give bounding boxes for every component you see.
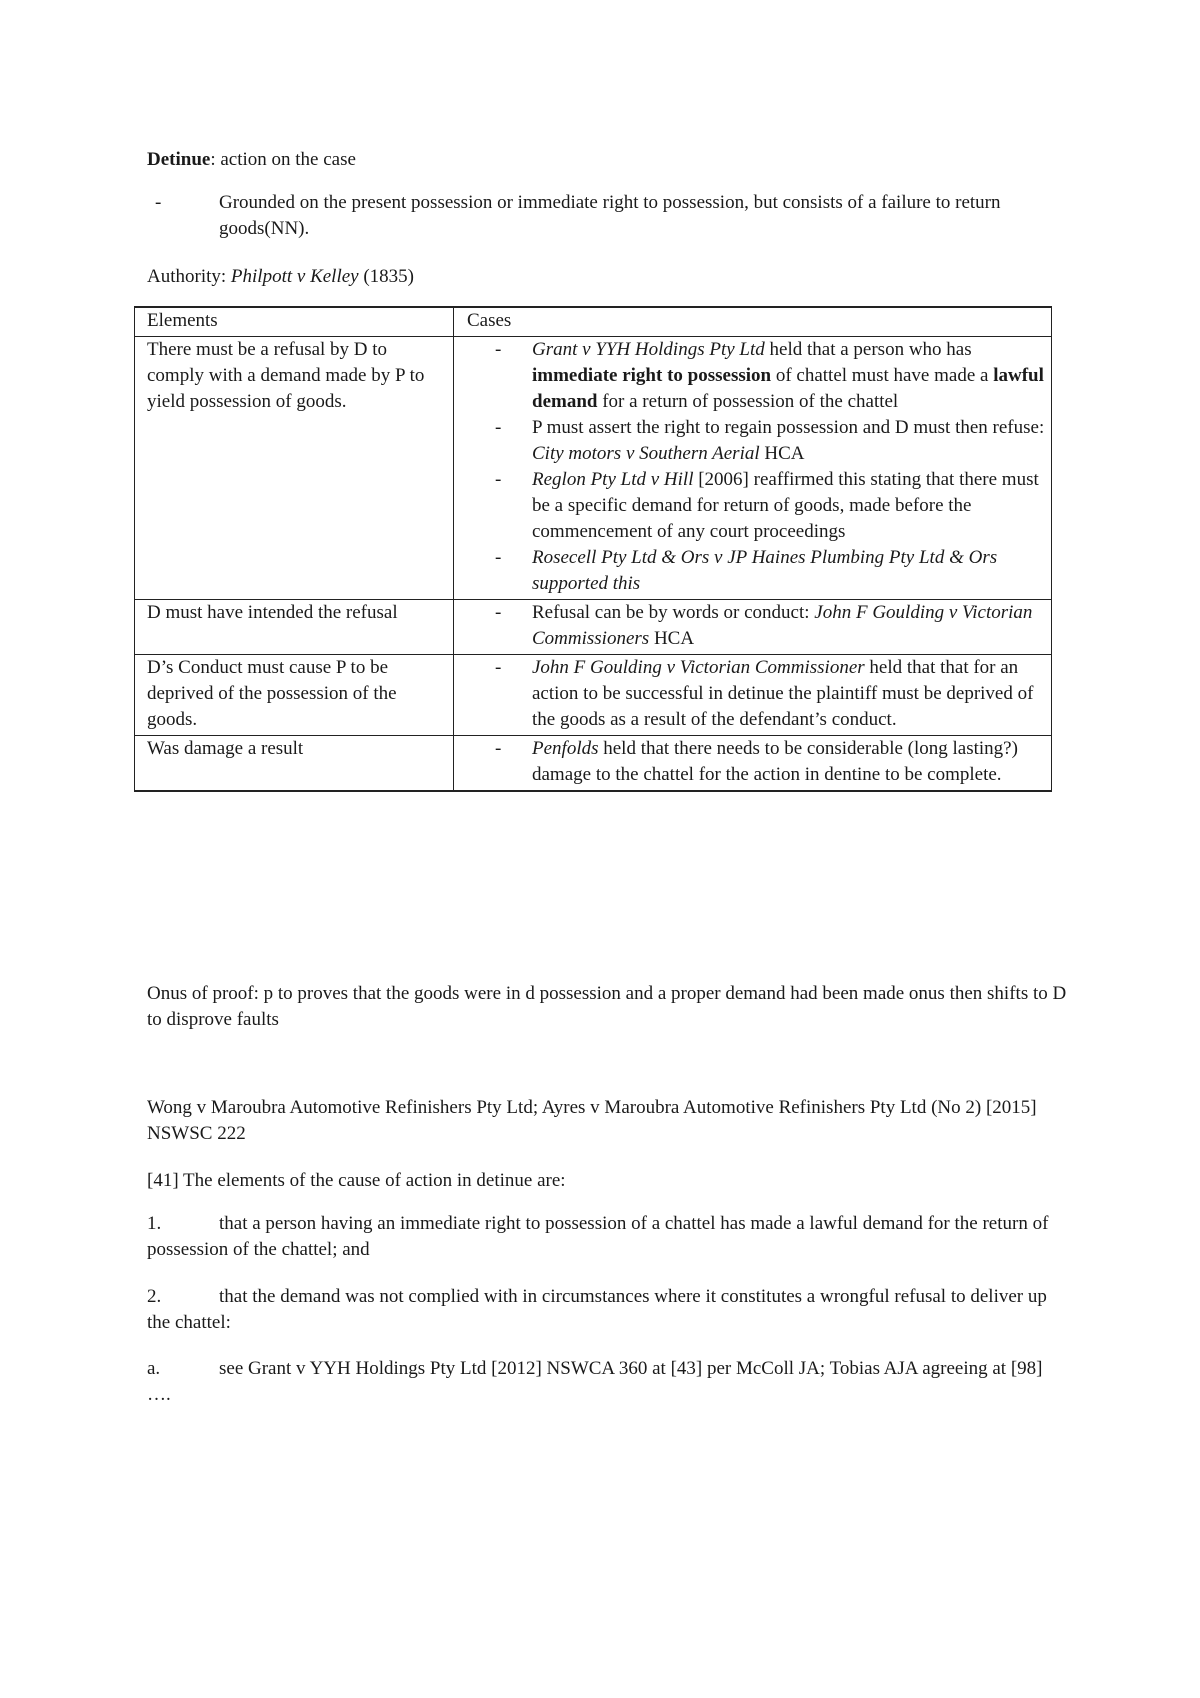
section-heading	[147, 147, 1067, 173]
case-item: - Grant v YYH Holdings Pty Ltd held that a person who has immediate right to possession of chattel must have made a lawful demand for a return of possession of the chattel	[495, 339, 1044, 412]
table-row	[135, 736, 1052, 792]
intro-bullet-text: Grounded on the present possession or immediate right to possession, but consists of a failure to return goods(NN).	[219, 192, 1001, 239]
authority-label: Authority:	[147, 266, 231, 287]
item-text: that the demand was not complied with in circumstances where it constitutes a wrongful refusal to deliver up the chattel:	[147, 1286, 1047, 1333]
element-cell: D’s Conduct must cause P to be deprived of the possession of the goods.	[135, 655, 454, 736]
item-text: see Grant v YYH Holdings Pty Ltd [2012] NSWCA 360 at [43] per McColl JA; Tobias AJA agreeing at [98] ….	[147, 1358, 1043, 1405]
heading-subtitle: : action on the case	[210, 149, 356, 170]
item-label: 2.	[147, 1286, 162, 1307]
numbered-item	[147, 1356, 1067, 1408]
header-cases: Cases	[454, 307, 1052, 337]
cases-cell	[454, 337, 1052, 600]
header-elements: Elements	[135, 307, 454, 337]
authority-line	[147, 264, 1067, 290]
case-name: Penfolds	[532, 738, 599, 759]
intro-bullet	[147, 190, 1067, 242]
authority-case: Philpott v Kelley	[230, 266, 359, 287]
onus-paragraph: Onus of proof: p to proves that the goods were in d possession and a proper demand had been made onus then shifts to D to disprove faults	[147, 983, 1067, 1030]
cases-cell	[454, 736, 1052, 792]
table-row	[135, 655, 1052, 736]
element-cell: D must have intended the refusal	[135, 600, 454, 655]
case-name: Rosecell Pty Ltd & Ors v JP Haines Plumbing Pty Ltd & Ors supported this	[532, 547, 998, 594]
bullet-dash: -	[155, 192, 162, 213]
element-cell: There must be a refusal by D to comply with a demand made by P to yield possession of goods.	[135, 337, 454, 600]
authority-year: (1835)	[358, 266, 415, 287]
case-name: Reglon Pty Ltd v Hill	[532, 469, 694, 490]
elements-table	[134, 306, 1052, 792]
item-label: a.	[147, 1358, 161, 1379]
case-item: - Refusal can be by words or conduct: John F Goulding v Victorian Commissioners HCA	[495, 602, 1033, 649]
heading-title: Detinue	[147, 149, 211, 170]
numbered-item	[147, 1211, 1067, 1263]
table-row	[135, 600, 1052, 655]
table-row	[135, 337, 1052, 600]
case-name: John F Goulding v Victorian Commissioners	[532, 602, 1033, 649]
numbered-item	[147, 1284, 1067, 1336]
cases-cell	[454, 655, 1052, 736]
case-name: City motors v Southern Aerial	[532, 443, 760, 464]
cases-cell	[454, 600, 1052, 655]
element-cell: Was damage a result	[135, 736, 454, 792]
case-name: Grant v YYH Holdings Pty Ltd	[532, 339, 765, 360]
case-item: - Penfolds held that there needs to be considerable (long lasting?) damage to the chattel for the action in dentine to be complete.	[495, 738, 1018, 785]
paragraph-41: [41] The elements of the cause of action in detinue are:	[147, 1170, 566, 1191]
table-header-row	[135, 307, 1052, 337]
item-label: 1.	[147, 1213, 162, 1234]
case-citation: Wong v Maroubra Automotive Refinishers Pty Ltd; Ayres v Maroubra Automotive Refinishers Pty Ltd (No 2) [2015] NSWSC 222	[147, 1097, 1037, 1144]
case-item: - John F Goulding v Victorian Commissioner held that that for an action to be successful in detinue the plaintiff must be deprived of the goods as a result of the defendant’s conduct.	[495, 657, 1034, 730]
case-item: - Rosecell Pty Ltd & Ors v JP Haines Plumbing Pty Ltd & Ors supported this	[495, 547, 998, 594]
case-item: - Reglon Pty Ltd v Hill [2006] reaffirmed this stating that there must be a specific demand for return of goods, made before the commencement of any court proceedings	[495, 469, 1039, 542]
case-name: John F Goulding v Victorian Commissioner	[532, 657, 865, 678]
item-text: that a person having an immediate right to possession of a chattel has made a lawful demand for the return of possession of the chattel; and	[147, 1213, 1049, 1260]
case-item: - P must assert the right to regain possession and D must then refuse: City motors v Southern Aerial HCA	[495, 417, 1045, 464]
